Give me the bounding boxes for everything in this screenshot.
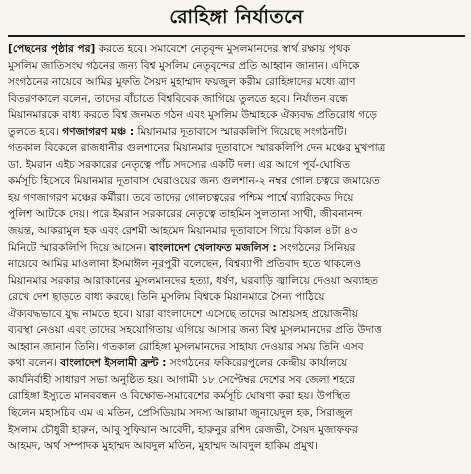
article-text: গতকাল বিকেলে রাজধানীর গুলশানের মিয়ানমার দূতাবাসে স্মারকলিপি দেন মঞ্চের মুখপাত্র [8, 142, 386, 155]
article-text: মিনিটে স্মারকলিপি দিয়ে আসেন। [8, 241, 150, 254]
article-line [8, 140, 465, 157]
article-line [8, 289, 465, 306]
article-text: সংগঠনের নায়েবে আমির মুফতি সৈয়দ মুহাম্মাদ ফয়জুল করীম রোহিঙ্গাদের মধ্যে ত্রাণ [8, 76, 356, 89]
article-line [8, 190, 465, 207]
article-line [8, 124, 465, 141]
article-line [8, 422, 465, 439]
organization-subhead: বাংলাদেশ ইসলামী ফ্রন্ট : [60, 357, 167, 370]
article-text: আহমদ, অর্থ সম্পাদক মুহাম্মদ আবদুল মতিন, মুহাম্মদ আবদুল হাকিম প্রমুখ। [8, 440, 318, 453]
article-line [8, 91, 465, 108]
article-text: জয়ন্ত, আকরামুল হক এবং রেশমী আহমেদ মিয়ানমার দূতাবাসে গিয়ে বিকাল ৪টা ৪৩ [8, 225, 358, 238]
article-line [8, 306, 465, 323]
article-text: কার্যনির্বাহী সাধারণ সভা অনুষ্ঠিত হয়। আগামী ১৮ সেপ্টেম্বর দেশের সব জেলা শহরে [8, 373, 355, 386]
article-line [8, 339, 465, 356]
article-line [8, 355, 465, 372]
headline-divider [8, 35, 465, 37]
headline-container [8, 4, 465, 34]
article-text: হয় গণজাগরণ মঞ্চের কর্মীরা। তবে তাদের গোলচত্বরের পশ্চিম পার্শ্বে ব্যারিকেড দিয়ে [8, 191, 354, 204]
article-line [8, 41, 465, 58]
article-text: বিতরণকালে বলেন, তাদের বাঁচাতে বিশ্ববিবেক জাগিয়ে তুলতে হবে। নির্যাতন বন্ধে [8, 92, 348, 105]
article-text: কর্মসূচি হিসেবে মিয়ানমার দূতাবাস ঘেরাওয়ের জন্য গুলশান-২ নম্বর গোল চত্বরে জমায়েত [8, 175, 380, 188]
article-text: ইসলাম চৌধুরী হারুন, আবু সুফিয়ান আবেদী, হারুনুর রশিদ রেজভী, সৈয়দ মুজাফফর [8, 423, 358, 436]
article-line [8, 58, 465, 75]
article-text: ছিলেন মহাসচিব এম এ মতিন, প্রেসিডিয়াম সদস্য আল্লামা জুনায়েদুল হক, সিরাজুল [8, 407, 353, 420]
article-text: আহ্বান জানান তিনি। গতকাল রোহিঙ্গা মুসলমানদের সাহায্য দেওয়ার সময় তিনি এসব [8, 340, 364, 353]
article-text: করতে হবে। সমাবেশে নেতৃবৃন্দ মুসলমানদের স্বার্থ রক্ষায় পৃথক [95, 43, 351, 55]
article-body [8, 41, 465, 455]
article-text: রেখে দেশ ছাড়তে বাধ্য করছে। তিনি মুসলিম বিশ্বকে মিয়ানমারে সৈন্য পাঠিয়ে [8, 291, 325, 304]
article-text: মিয়ানমারকে বাধ্য করতে বিশ্ব জনমত গঠন এবং মুসলিম উম্মাহকে ঐক্যবদ্ধ প্রতিরোধ গড়ে [8, 109, 378, 122]
article-text: ঐক্যবদ্ধভাবে যুদ্ধ নামতে হবে। যারা বাংলাদেশে এসেছে তাদের আশ্রয়সহ প্রয়োজনীয় [8, 307, 358, 320]
headline: রোহিঙ্গা নির্যাতনে [169, 6, 304, 28]
article-line [8, 405, 465, 422]
article-line [8, 322, 465, 339]
article-text: কথা বলেন। [8, 357, 61, 370]
article-text: ব্যবস্থা নেওয়া এবং তাদের সহযোগিতায় এগিয়ে আসার জন্য বিশ্ব মুসলমানদের প্রতি উদাত্ত [8, 324, 382, 337]
article-line [8, 273, 465, 290]
article-line [8, 107, 465, 124]
organization-subhead: গণজাগরণ মঞ্চ : [62, 125, 135, 138]
article-line [8, 206, 465, 223]
organization-subhead: বাংলাদেশ খেলাফত মজলিস : [149, 241, 277, 254]
continuation-label: [পেছনের পৃষ্ঠার পর] [8, 43, 96, 55]
article-text: মিয়ানমার দূতাবাসে স্মারকলিপি দিয়েছে সংগঠনটি। [134, 125, 348, 138]
article-text: মিয়ানমার সরকার আরাকানের মুসলমানদের হত্যা, ধর্ষণ, ঘরবাড়ি জ্বালিয়ে দেওয়া অব্যাহত [8, 274, 379, 287]
article-text: নায়েবে আমির মাওলানা ইসমাঈল নূরপুরী বলেছেন, বিশ্বব্যাপী প্রতিবাদ হতে থাকলেও [8, 258, 362, 271]
article-text: সংগঠনের ফকিরেরপুলের কেন্দ্রীয় কার্যালয়ে [166, 357, 348, 370]
article-line [8, 157, 465, 174]
article-line [8, 173, 465, 190]
article-text: সংগঠনের সিনিয়র [276, 241, 356, 254]
article-line [8, 372, 465, 389]
article-text: ডা. ইমরান এইচ সরকারের নেতৃত্বে পাঁচ সদস্যের একটি দল। এর আগে পূর্ব-ঘোষিত [8, 158, 351, 171]
article-text: পুলিশ আটকে দেয়। পরে ইমরান সরকারের নেতৃত্বে তাহমিন সুলতানা সাথী, জীবনানন্দ [8, 208, 363, 221]
article-text: রোহিঙ্গা ইস্যুতে মানববন্ধন ও বিক্ষোভ-সমাবেশের কর্মসূচি ঘোষণা করা হয়। উপস্থিত [8, 390, 351, 403]
article-line [8, 438, 465, 455]
article-line [8, 223, 465, 240]
article-text: তুলতে হবে। [8, 125, 63, 138]
article-line [8, 240, 465, 257]
article-line [8, 74, 465, 91]
article-line [8, 388, 465, 405]
article-text: মুসলিম জাতিসংঘ গঠনের জন্য বিশ্ব মুসলিম নেতৃবৃন্দের প্রতি আহ্বান জানান। এদিকে [8, 59, 360, 72]
article-line [8, 256, 465, 273]
